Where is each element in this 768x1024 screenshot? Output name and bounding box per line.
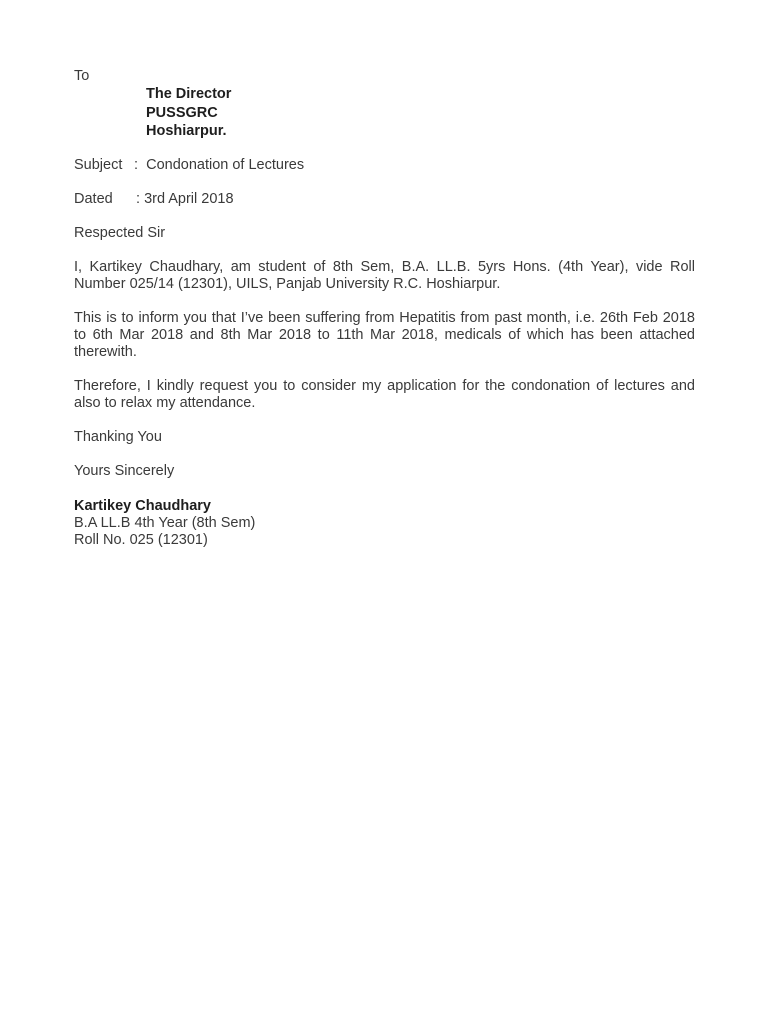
addressee-block: [146, 86, 231, 142]
body-paragraph-request: Therefore, I kindly request you to consider my application for the condonation of lectures and also to relax my attendance.: [74, 378, 695, 411]
subject-label: Subject: [74, 157, 123, 173]
subject-line: [74, 157, 304, 174]
signature-course: B.A LL.B 4th Year (8th Sem): [74, 515, 256, 531]
salutation: Respected Sir: [74, 225, 166, 241]
to-label: To: [74, 68, 90, 84]
body-paragraph-introduction: I, Kartikey Chaudhary, am student of 8th Sem, B.A. LL.B. 5yrs Hons. (4th Year), vide Roll Number 025/14 (12301), UILS, Panjab University R.C. Hoshiarpur.: [74, 259, 695, 292]
signature-name: Kartikey Chaudhary: [74, 498, 211, 514]
body-paragraph-illness: This is to inform you that I’ve been suffering from Hepatitis from past month, i.e. 26th Feb 2018 to 6th Mar 2018 and 8th Mar 2018 to 11th Mar 2018, medicals of which has been attached therewith.: [74, 310, 695, 360]
dated-separator: :: [136, 191, 141, 207]
signature-roll-number: Roll No. 025 (12301): [74, 532, 208, 548]
signature-block: [74, 498, 255, 549]
subject-value: Condonation of Lectures: [146, 157, 305, 173]
dated-value: 3rd April 2018: [144, 191, 234, 207]
dated-label: Dated: [74, 191, 113, 207]
addressee-title: The Director: [146, 86, 232, 102]
closing-line: Yours Sincerely: [74, 463, 175, 479]
addressee-city: Hoshiarpur.: [146, 123, 227, 139]
addressee-organization: PUSSGRC: [146, 104, 218, 121]
subject-separator: :: [134, 157, 139, 173]
thanks-line: Thanking You: [74, 429, 162, 445]
date-line: [74, 191, 234, 208]
